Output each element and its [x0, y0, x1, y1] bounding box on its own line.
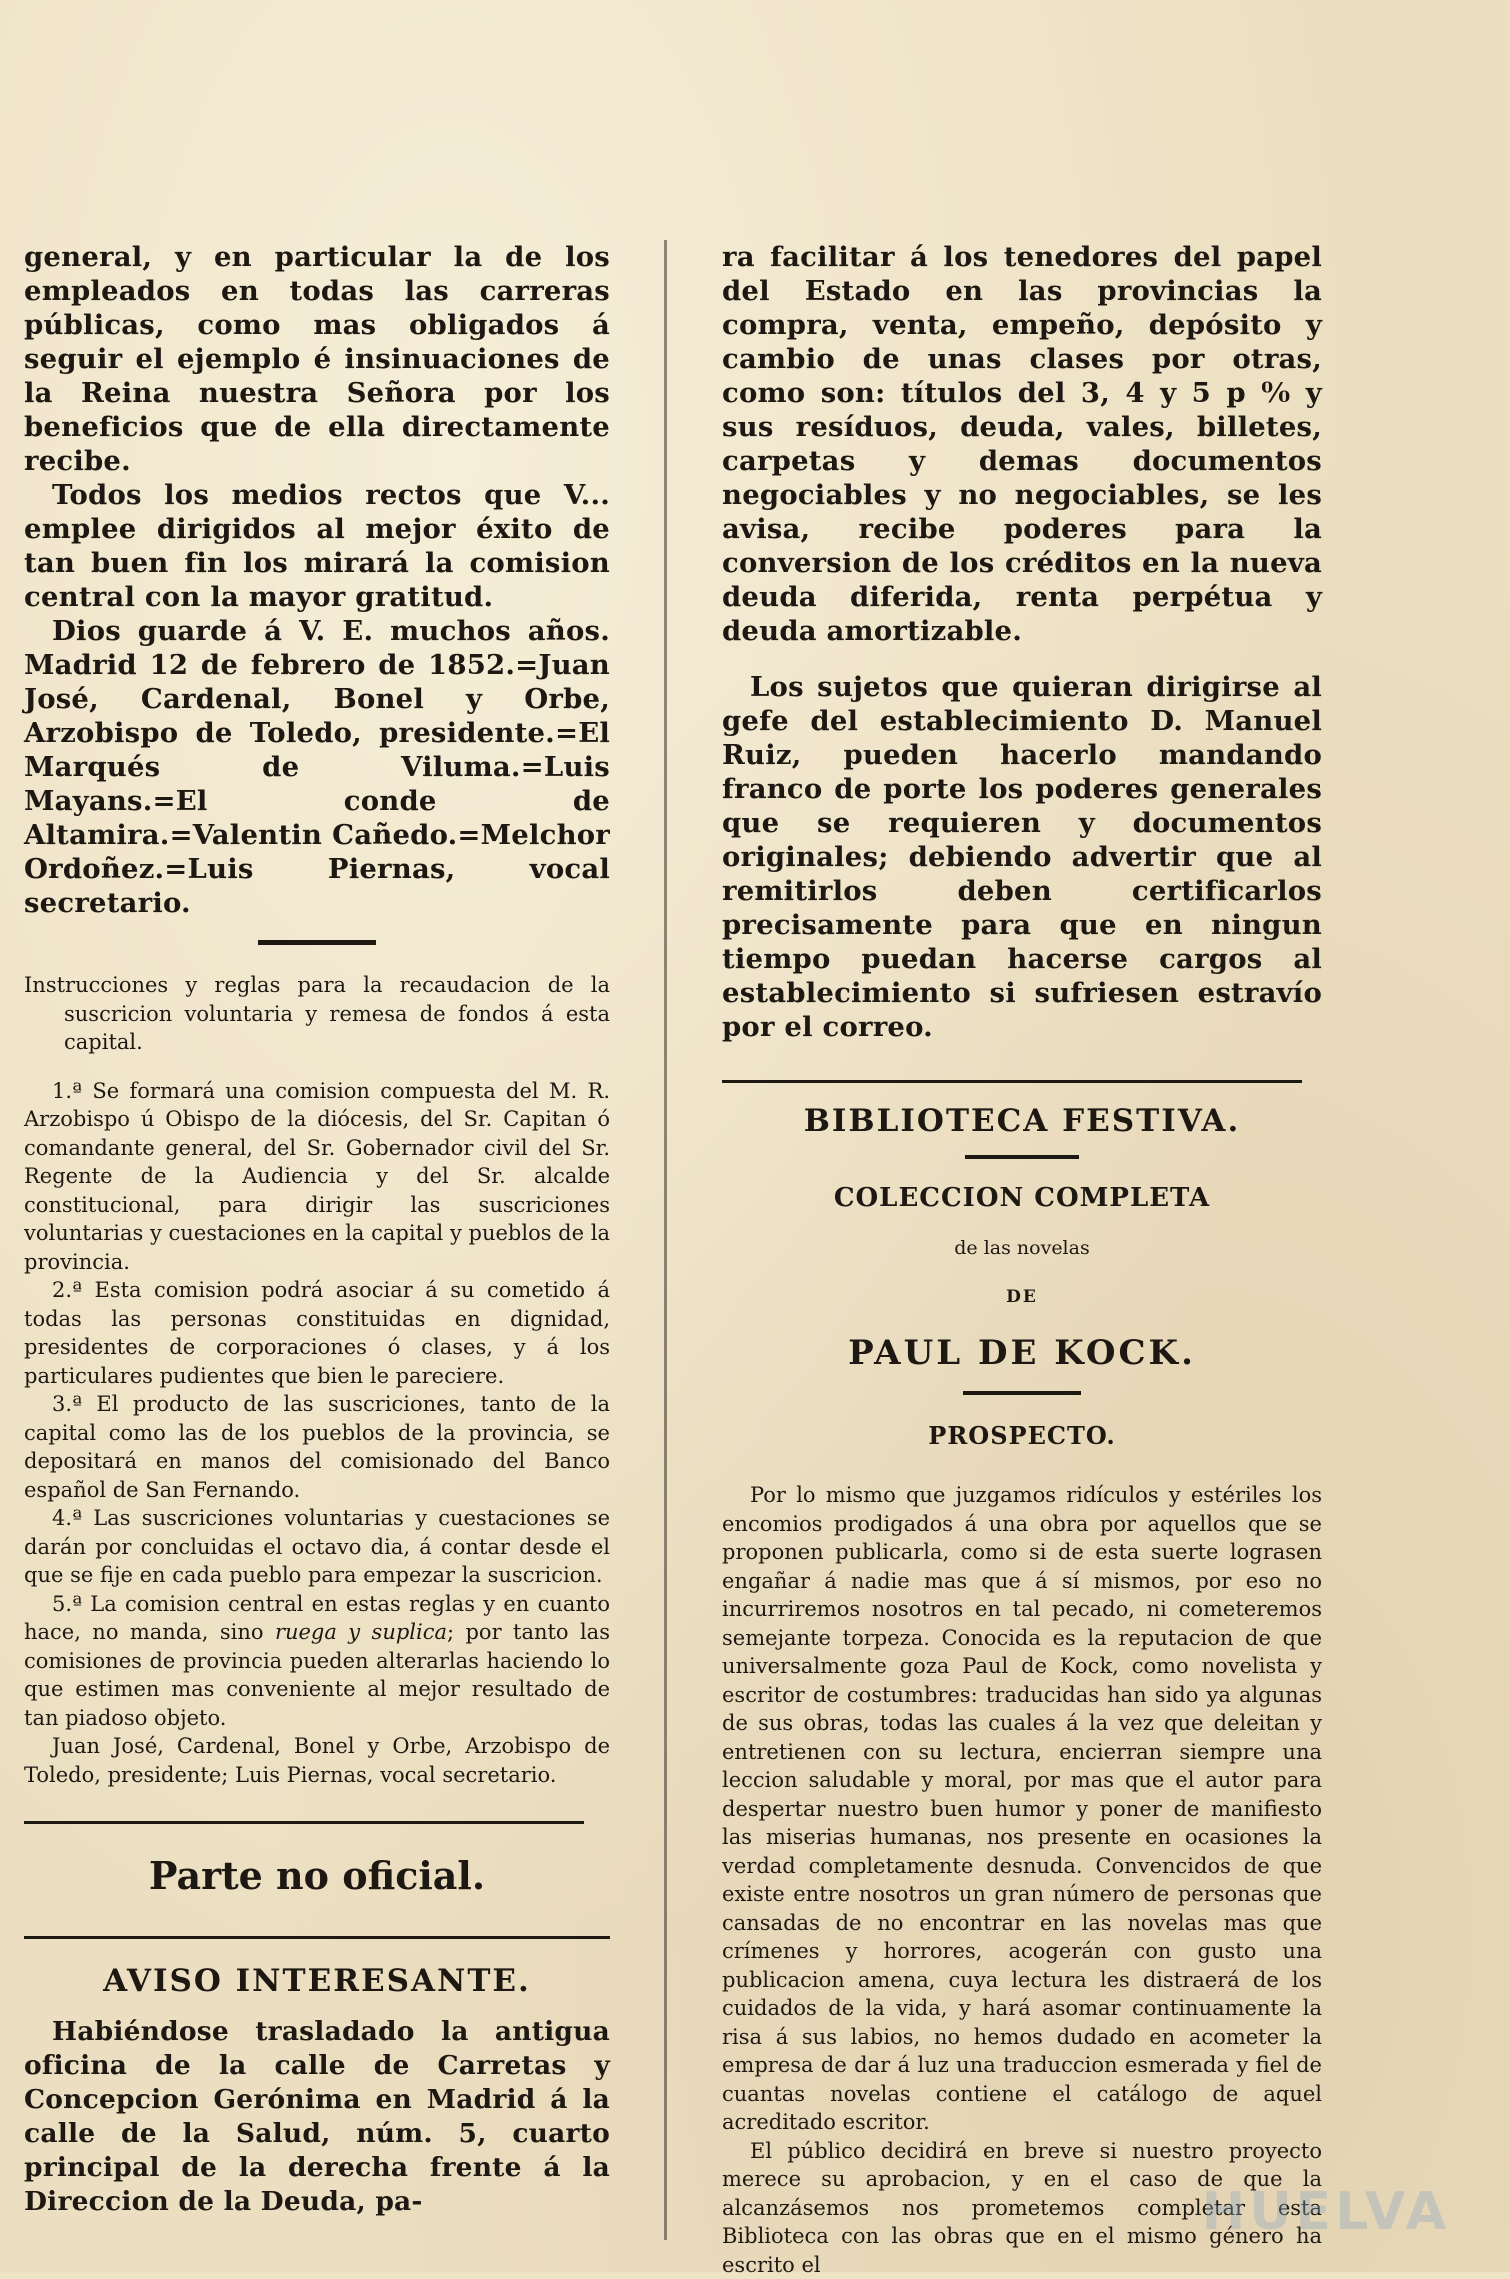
left-column — [24, 240, 610, 2219]
prospecto-paragraph-1: Por lo mismo que juzgamos ridículos y estériles los encomios prodigados á una obra por aquellos que se proponen publicarla, como si de esta suerte lograsen engañar á nadie mas que á sí mismos, por eso no incurriremos nosotros en tal pecado, ni cometeremos semejante torpeza. Conocida es la reputacion de que universalmente goza Paul de Kock, como novelista y escritor de costumbres: traducidas han sido ya algunas de sus obras, todas las cuales á la vez que deleitan y entretienen con su lectura, encierran siempre una leccion saludable y moral, por mas que el autor para despertar nuestro buen humor y poner de manifiesto las miserias humanas, nos presente en ocasiones la verdad completamente desnuda. Convencidos de que existe entre nosotros un gran número de personas que cansadas de no encontrar en las novelas mas que crímenes y horrores, acogerán con gusto una publicacion amena, cuya lectura les distraerá de los cuidados de la vida, y hará asomar continuamente la risa á sus labios, no hemos dudado en acometer la empresa de dar á luz una traduccion esmerada y fiel de cuantas novelas contiene el catálogo de aquel acreditado escritor. — [722, 1481, 1322, 2137]
rule-5-emphasis: ruega y suplica — [275, 1620, 447, 1644]
instructions-title: Instrucciones y reglas para la recaudacion de la suscricion voluntaria y remesa de fondos á esta capital. — [24, 971, 610, 1057]
section-title: Parte no oficial. — [24, 1852, 610, 1900]
novelas-subheading: de las novelas — [722, 1235, 1322, 1261]
coleccion-heading: COLECCION COMPLETA — [722, 1181, 1322, 1215]
right-paragraph-1: ra facilitar á los tenedores del papel del Estado en las provincias la compra, venta, empeño, depósito y cambio de unas clases por otras, como son: títulos del 3, 4 y 5 p ⁰⁄₀ y sus resíduos, deuda, vales, billetes, carpetas y demas documentos negociables y no negociables, se les avisa, recibe poderes para la conversion de los créditos en la nueva deuda diferida, renta perpétua y deuda amortizable. — [722, 240, 1322, 648]
instructions-signature: Juan José, Cardenal, Bonel y Orbe, Arzobispo de Toledo, presidente; Luis Piernas, vocal secretario. — [24, 1732, 610, 1789]
right-paragraph-2: Los sujetos que quieran dirigirse al gefe del establecimiento D. Manuel Ruiz, pueden hacerlo mandando franco de porte los poderes generales que se requieren y documentos originales; debiendo advertir que al remitirlos deben certificarlos precisamente para que en ningun tiempo puedan hacerse cargos al establecimiento si sufriesen estravío por el correo. — [722, 670, 1322, 1044]
prospecto-paragraph-2: El público decidirá en breve si nuestro proyecto merece su aprobacion, y en el caso de que la alcanzásemos nos prometemos completar esta Biblioteca con las obras que en el mismo género ha escrito el — [722, 2137, 1322, 2279]
de-connector: DE — [722, 1285, 1322, 1309]
aviso-text: Habiéndose trasladado la antigua oficina de la calle de Carretas y Concepcion Gerónima en Madrid á la calle de la Salud, núm. 5, cuarto principal de la derecha frente á la Direccion de la Deuda, pa- — [24, 2015, 610, 2219]
right-column — [722, 240, 1322, 2279]
left-paragraph-1: general, y en particular la de los empleados en todas las carreras públicas, como mas obligados á seguir el ejemplo é insinuaciones de la Reina nuestra Señora por los beneficios que de ella directamente recibe. — [24, 240, 610, 478]
author-name: PAUL DE KOCK. — [722, 1331, 1322, 1375]
rule-4: 4.ª Las suscriciones voluntarias y cuestaciones se darán por concluidas el octavo dia, á contar desde el que se fije en cada pueblo para empezar la suscricion. — [24, 1504, 610, 1590]
decree-signatures: Dios guarde á V. E. muchos años. Madrid 12 de febrero de 1852.=Juan José, Cardenal, Bonel y Orbe, Arzobispo de Toledo, presidente.=El Marqués de Viluma.=Luis Mayans.=El conde de Altamira.=Valentin Cañedo.=Melchor Ordoñez.=Luis Piernas, vocal secretario. — [24, 614, 610, 920]
rule-5: 5.ª La comision central en estas reglas y en cuanto hace, no manda, sino ruega y suplica; por tanto las comisiones de provincia pueden alterarlas haciendo lo que estimen mas conveniente al mejor resultado de tan piadoso objeto. — [24, 1590, 610, 1733]
prospecto-heading: PROSPECTO. — [722, 1421, 1322, 1451]
rule-3: 3.ª El producto de las suscriciones, tanto de la capital como las de los pueblos de la provincia, se depositará en manos del comisionado del Banco español de San Fernando. — [24, 1390, 610, 1504]
rule-2: 2.ª Esta comision podrá asociar á su cometido á todas las personas constituidas en dignidad, presidentes de corporaciones ó clases, y á los particulares pudientes que bien le pareciere. — [24, 1276, 610, 1390]
divider-short — [258, 940, 376, 945]
archive-watermark: HUELVA — [1202, 2182, 1450, 2242]
left-paragraph-2: Todos los medios rectos que V... emplee dirigidos al mejor éxito de tan buen fin los mirará la comision central con la mayor gratitud. — [24, 478, 610, 614]
aviso-title: AVISO INTERESANTE. — [24, 1961, 610, 2001]
biblioteca-title: BIBLIOTECA FESTIVA. — [722, 1101, 1322, 1141]
column-divider — [664, 240, 667, 2240]
rule-1: 1.ª Se formará una comision compuesta del M. R. Arzobispo ú Obispo de la diócesis, del Sr. Capitan ó comandante general, del Sr. Gobernador civil del Sr. Regente de la Audiencia y del Sr. alcalde constitucional, para dirigir las suscriciones voluntarias y cuestaciones en la capital y pueblos de la provincia. — [24, 1077, 610, 1277]
